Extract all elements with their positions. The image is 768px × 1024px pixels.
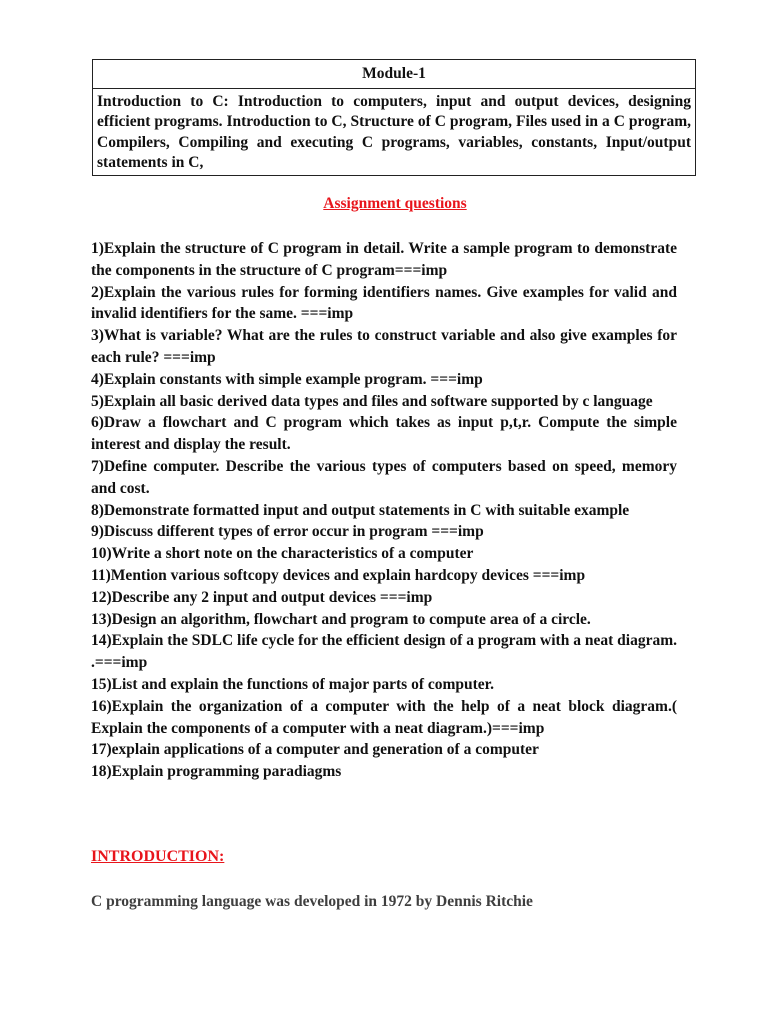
question-item: 12)Describe any 2 input and output devices ===imp bbox=[91, 588, 433, 606]
question-item: 16)Explain the organization of a computer with the help of a neat block diagram.( Explain the components of a computer with a neat diagram.)===imp bbox=[91, 697, 677, 737]
module-description-row bbox=[93, 89, 696, 176]
assignment-question-list bbox=[91, 238, 677, 783]
question-item: 18)Explain programming paradiagms bbox=[91, 763, 342, 781]
introduction-heading: INTRODUCTION: bbox=[91, 848, 225, 865]
question-item: 2)Explain the various rules for forming identifiers names. Give examples for valid and invalid identifiers for the same. ===imp bbox=[91, 283, 677, 323]
question-item: 10)Write a short note on the characteristics of a computer bbox=[91, 545, 474, 563]
module-title-row bbox=[93, 60, 696, 89]
question-item: 15)List and explain the functions of major parts of computer. bbox=[91, 675, 495, 693]
question-item: 17)explain applications of a computer and generation of a computer bbox=[91, 741, 539, 759]
question-item: 1)Explain the structure of C program in detail. Write a sample program to demonstrate the components in the structure of C program===imp bbox=[91, 240, 677, 279]
module-table bbox=[92, 59, 696, 176]
module-title: Module-1 bbox=[93, 60, 696, 89]
question-item: 8)Demonstrate formatted input and output statements in C with suitable example bbox=[91, 501, 630, 519]
question-item: 9)Discuss different types of error occur in program ===imp bbox=[91, 523, 484, 541]
question-item: 3)What is variable? What are the rules to construct variable and also give examples for each rule? ===imp bbox=[91, 327, 677, 366]
assignment-heading: Assignment questions bbox=[323, 195, 467, 212]
module-description: Introduction to C: Introduction to computers, input and output devices, designing efficient programs. Introduction to C, Structure of C program, Files used in a C program, Compilers, Compiling and executing C programs, variables, constants, Input/output statements in C, bbox=[93, 89, 696, 176]
question-item: 13)Design an algorithm, flowchart and program to compute area of a circle. bbox=[91, 610, 591, 628]
question-item: 11)Mention various softcopy devices and explain hardcopy devices ===imp bbox=[91, 566, 586, 584]
question-item: 14)Explain the SDLC life cycle for the efficient design of a program with a neat diagram. .===imp bbox=[91, 632, 677, 672]
question-item: 6)Draw a flowchart and C program which takes as input p,t,r. Compute the simple interest and display the result. bbox=[91, 414, 677, 454]
question-item: 7)Define computer. Describe the various types of computers based on speed, memory and cost. bbox=[91, 457, 677, 497]
question-item: 4)Explain constants with simple example program. ===imp bbox=[91, 370, 483, 388]
introduction-text: C programming language was developed in 1972 by Dennis Ritchie bbox=[91, 893, 533, 910]
question-item: 5)Explain all basic derived data types and files and software supported by c language bbox=[91, 392, 653, 410]
